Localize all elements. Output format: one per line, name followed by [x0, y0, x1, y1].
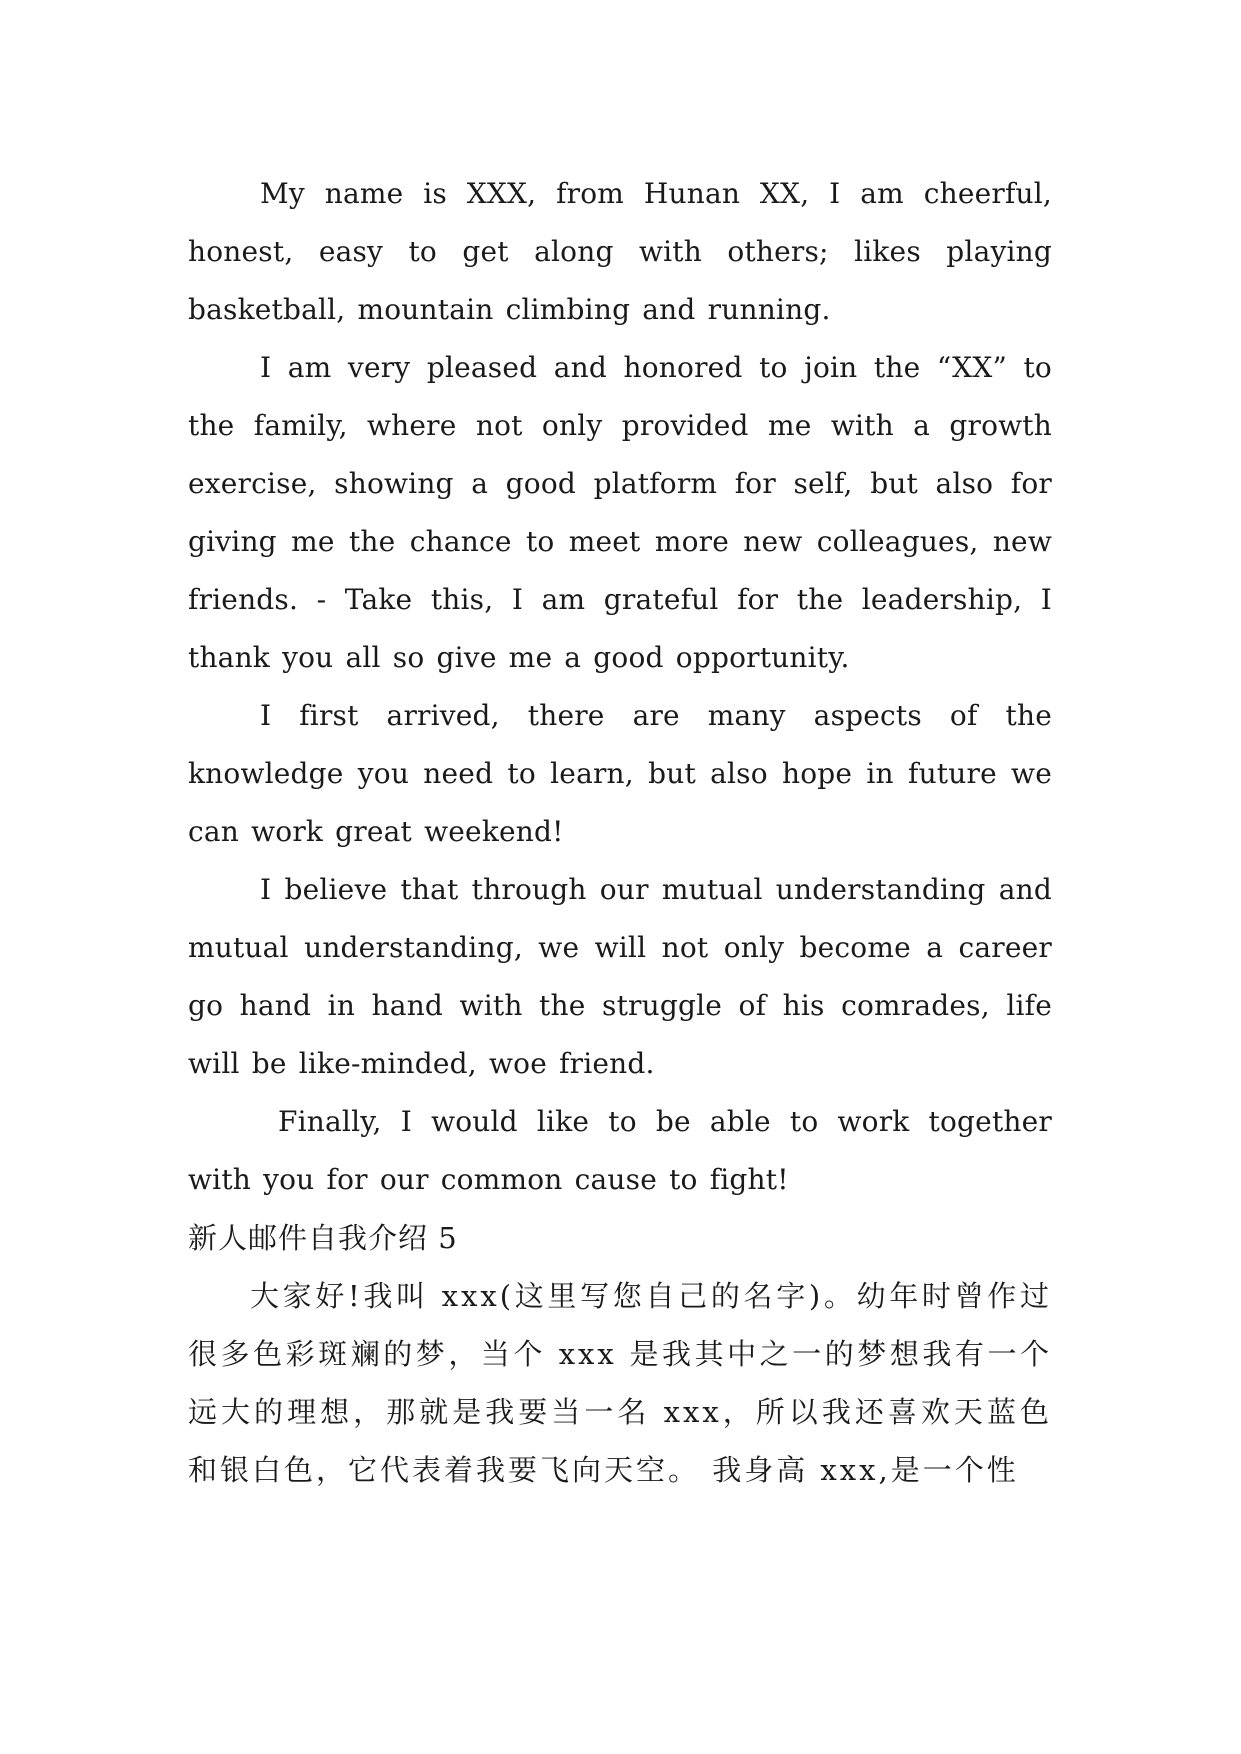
paragraph-joining-family: I am very pleased and honored to join the “XX” to the family, where not only provided me with a growth exercise, showing a good platform for self, but also for giving me the chance to meet more new colleagues, new friends. - Take this, I am grateful for the leadership, I thank you all so give me a good opportunity. — [188, 351, 1052, 674]
paragraph-chinese-intro: 大家好!我叫 xxx(这里写您自己的名字)。幼年时曾作过很多色彩斑斓的梦，当个 xxx 是我其中之一的梦想我有一个远大的理想，那就是我要当一名 xxx，所以我还喜欢天蓝色和银白色，它代表着我要飞向天空。 我身高 xxx,是一个性 — [188, 1279, 1052, 1487]
paragraph-finally: Finally, I would like to be able to work together with you for our common cause to fight! — [188, 1105, 1052, 1196]
paragraph-first-arrived: I first arrived, there are many aspects of the knowledge you need to learn, but also hope in future we can work great weekend! — [188, 699, 1052, 848]
paragraph-self-intro: My name is XXX, from Hunan XX, I am cheerful, honest, easy to get along with others; likes playing basketball, mountain climbing and running. — [188, 177, 1052, 326]
paragraph-mutual-understanding: I believe that through our mutual understanding and mutual understanding, we will not only become a career go hand in hand with the struggle of his comrades, life will be like-minded, woe friend. — [188, 873, 1052, 1080]
section-heading: 新人邮件自我介绍 5 — [188, 1221, 458, 1255]
document-page — [188, 165, 1052, 1499]
